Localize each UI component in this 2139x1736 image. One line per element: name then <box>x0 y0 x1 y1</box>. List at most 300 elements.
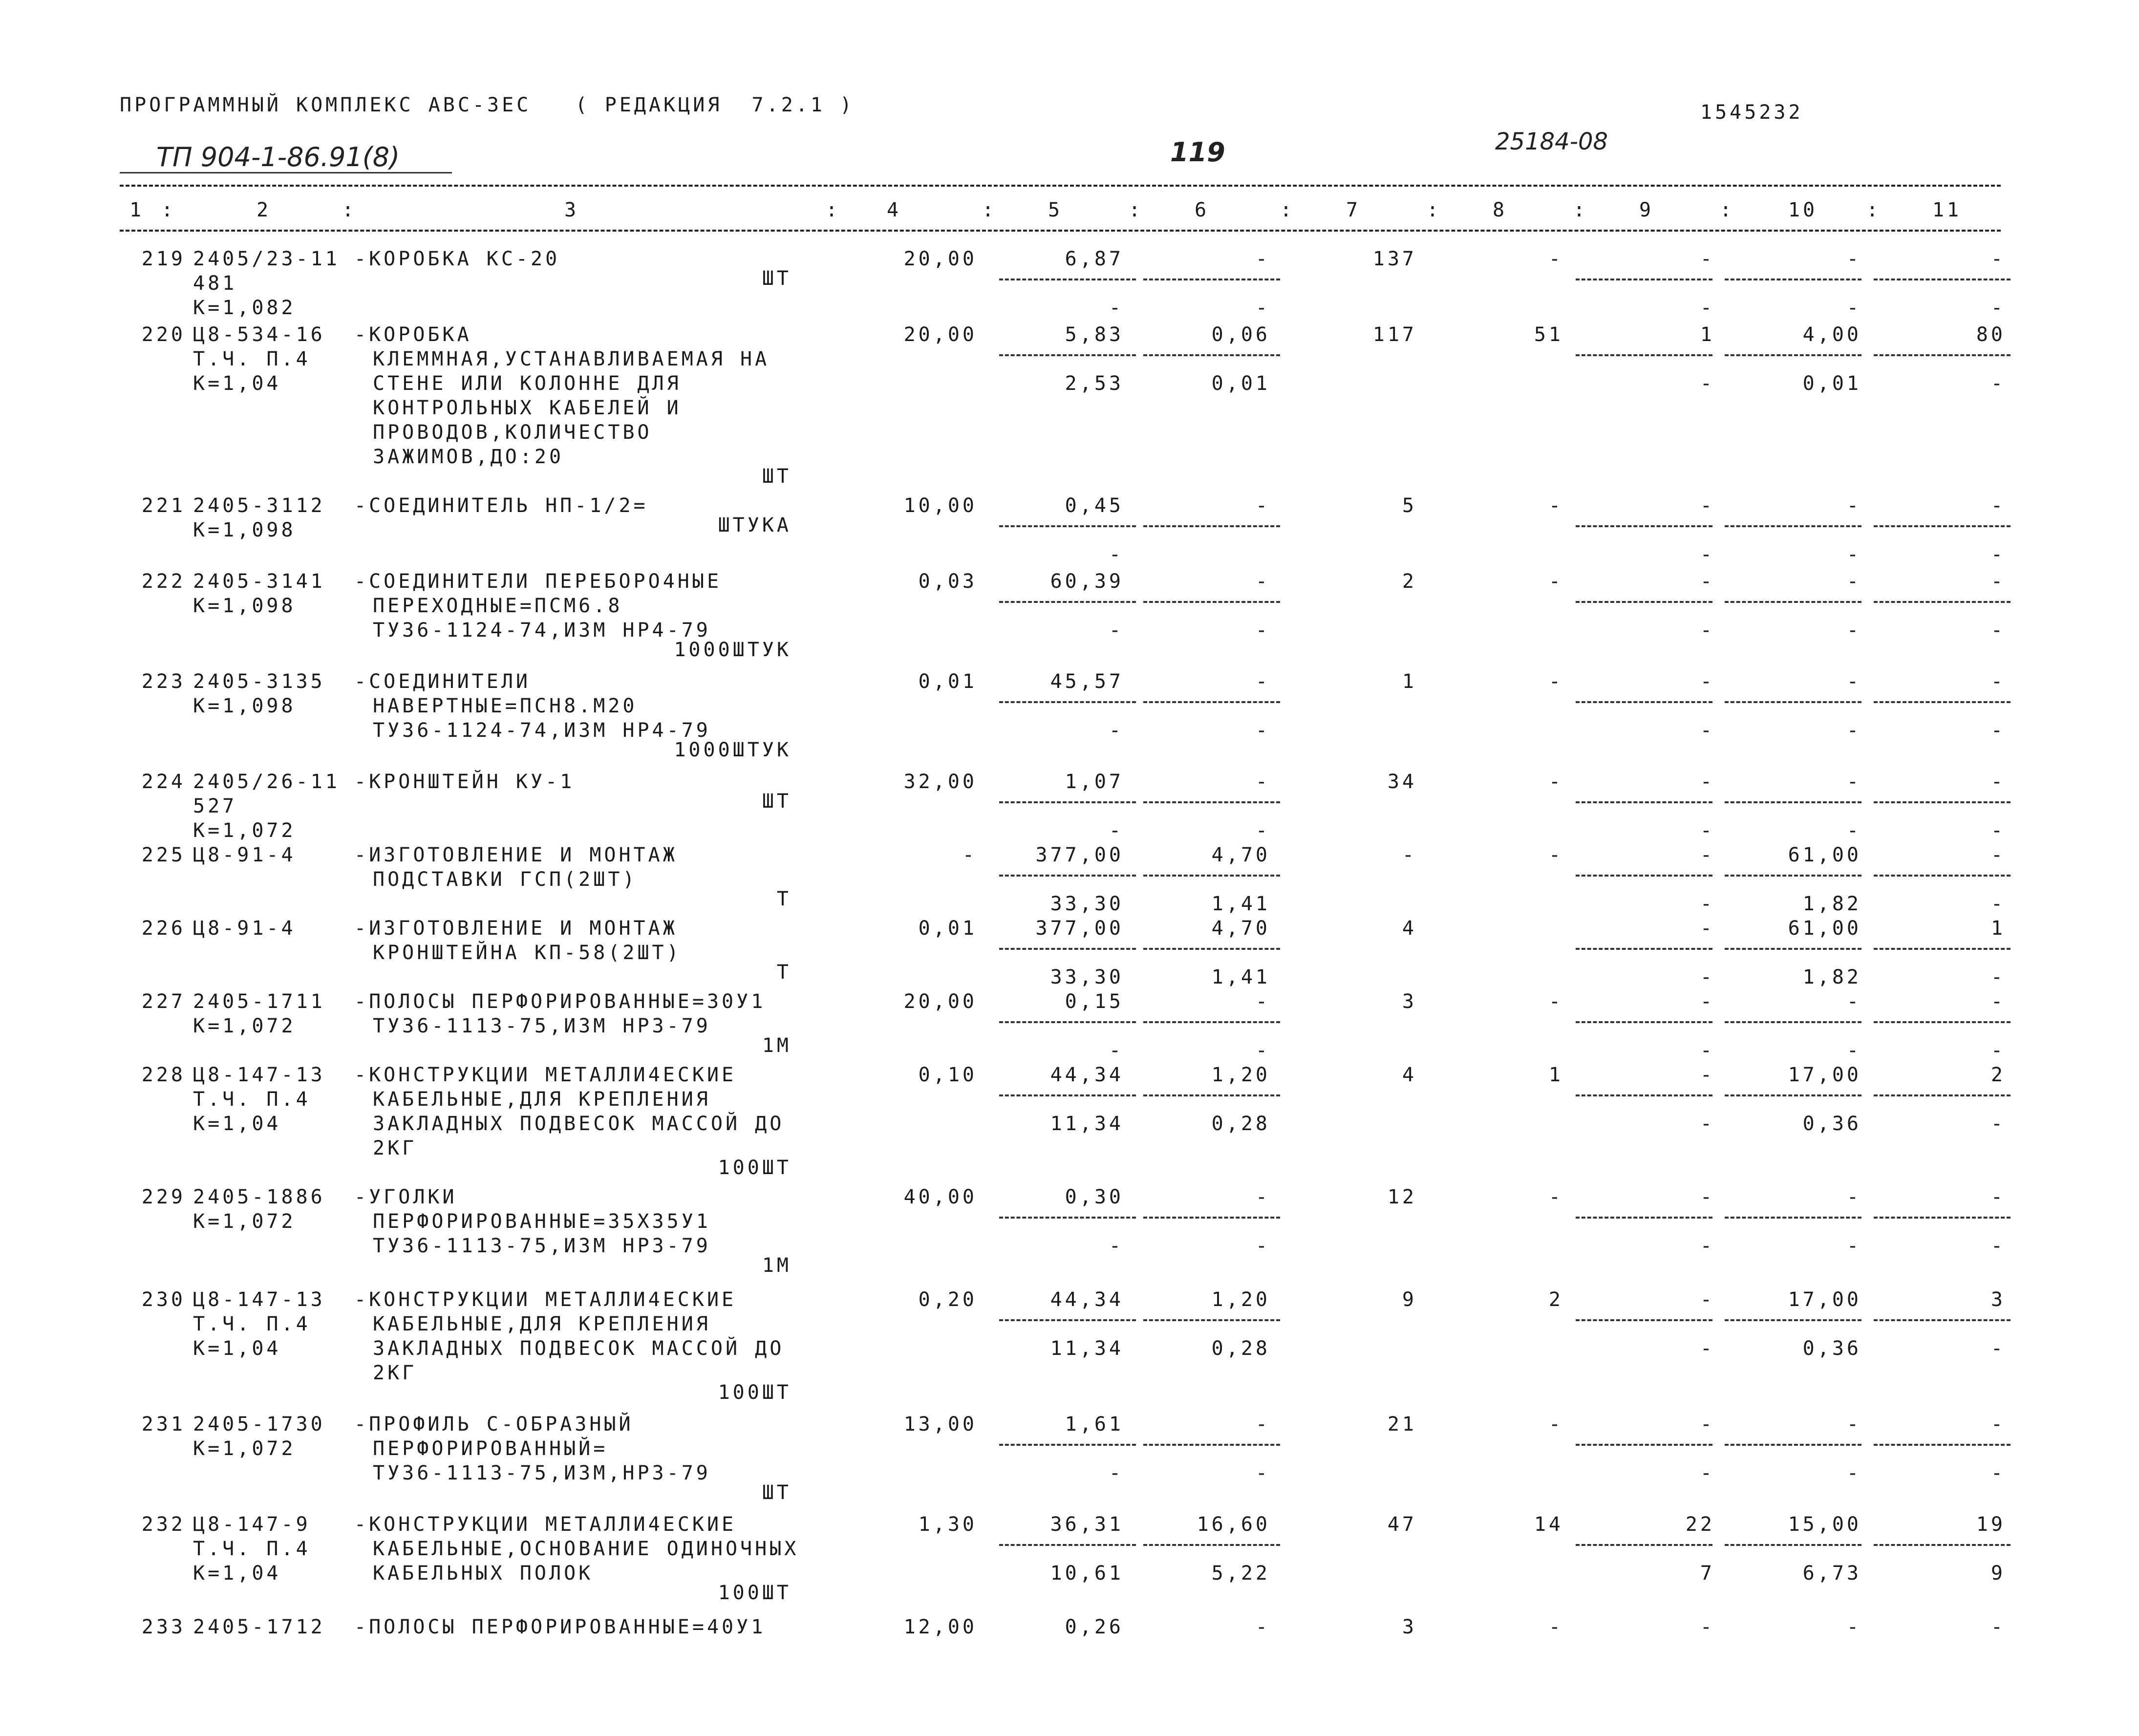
c11-top-cell: - <box>1990 570 2006 593</box>
c10-top-cell: 4,00 <box>1802 323 1861 346</box>
item-description: -СОЕДИНИТЕЛИ ПЕРЕБОРО4НЫЕ <box>354 570 722 593</box>
c11-top-cell: - <box>1990 670 2006 693</box>
column-header-1: 1 <box>129 199 145 221</box>
c9-top-cell: - <box>1700 670 1715 693</box>
row-number: 230 <box>141 1288 186 1311</box>
col8-cell: - <box>1548 248 1563 270</box>
c10-divider <box>1725 1444 1861 1446</box>
unit-of-measure: 1000ШТУК <box>674 739 791 761</box>
c11-bottom-cell: - <box>1990 297 2006 319</box>
col8-cell: - <box>1548 494 1563 517</box>
c10-top-cell: 15,00 <box>1788 1513 1861 1536</box>
c5-divider <box>999 1021 1136 1023</box>
c6-top-cell: - <box>1255 494 1270 517</box>
col8-cell: 14 <box>1534 1513 1563 1536</box>
document-code: 1545232 <box>1700 101 1803 124</box>
col7-cell: 9 <box>1402 1288 1417 1311</box>
unit-of-measure: 100ШТ <box>718 1381 791 1404</box>
unit-of-measure: ШТ <box>762 790 791 813</box>
c9-top-cell: - <box>1700 1064 1715 1086</box>
c5-bottom-cell: 2,53 <box>1065 372 1124 395</box>
c10-divider <box>1725 875 1861 877</box>
row-number: 222 <box>141 570 186 593</box>
column-separator: : <box>826 199 841 221</box>
c9-bottom-cell: - <box>1700 819 1715 842</box>
col8-cell: - <box>1548 570 1563 593</box>
col8-cell: - <box>1548 844 1563 866</box>
c11-top-cell: 3 <box>1990 1288 2006 1311</box>
c5-divider <box>999 525 1136 527</box>
quantity-cell: 1,30 <box>918 1513 977 1536</box>
resource-code: К=1,04 <box>193 1113 281 1135</box>
c9-divider <box>1576 279 1712 280</box>
resource-code: Т.Ч. П.4 <box>193 348 311 370</box>
item-description: СТЕНЕ ИЛИ КОЛОННЕ ДЛЯ <box>373 372 682 395</box>
c9-divider <box>1576 1544 1712 1546</box>
c5-top-cell: 377,00 <box>1035 844 1124 866</box>
item-description: КАБЕЛЬНЫЕ,ОСНОВАНИЕ ОДИНОЧНЫХ <box>373 1538 799 1560</box>
c10-top-cell: - <box>1846 990 1861 1013</box>
c11-divider <box>1874 354 2011 356</box>
c9-divider <box>1576 875 1712 877</box>
c10-bottom-cell: - <box>1846 819 1861 842</box>
quantity-cell: 13,00 <box>903 1413 977 1436</box>
item-description: ПОДСТАВКИ ГСП(2ШТ) <box>373 868 638 891</box>
c5-bottom-cell: 10,61 <box>1050 1562 1124 1585</box>
c10-divider <box>1725 801 1861 803</box>
c6-top-cell: - <box>1255 1616 1270 1638</box>
item-description: -ПОЛОСЫ ПЕРФОРИРОВАННЫЕ=40У1 <box>354 1616 766 1638</box>
resource-code: 2405/26-11 <box>193 771 340 793</box>
c11-bottom-cell: 9 <box>1990 1562 2006 1585</box>
col7-cell: 3 <box>1402 990 1417 1013</box>
c11-bottom-cell: - <box>1990 543 2006 566</box>
quantity-cell: 40,00 <box>903 1186 977 1208</box>
c6-top-cell: 16,60 <box>1197 1513 1270 1536</box>
column-separator: : <box>1720 199 1735 221</box>
item-description: ТУ36-1124-74,ИЗМ НР4-79 <box>373 719 711 742</box>
c6-bottom-cell: 5,22 <box>1211 1562 1270 1585</box>
c10-divider <box>1725 525 1861 527</box>
c5-bottom-cell: 33,30 <box>1050 893 1124 915</box>
c9-divider <box>1576 1094 1712 1096</box>
row-number: 219 <box>141 248 186 270</box>
resource-code: Ц8-534-16 <box>193 323 325 346</box>
c6-bottom-cell: 0,01 <box>1211 372 1270 395</box>
c11-top-cell: - <box>1990 1616 2006 1638</box>
c9-divider <box>1576 948 1712 950</box>
resource-code: Т.Ч. П.4 <box>193 1313 311 1335</box>
resource-code: К=1,072 <box>193 1437 296 1460</box>
c9-bottom-cell: - <box>1700 893 1715 915</box>
row-number: 226 <box>141 917 186 940</box>
c5-divider <box>999 601 1136 603</box>
c5-top-cell: 6,87 <box>1065 248 1124 270</box>
col8-cell: - <box>1548 771 1563 793</box>
c10-divider <box>1725 701 1861 703</box>
c6-top-cell: - <box>1255 248 1270 270</box>
c6-top-cell: - <box>1255 1413 1270 1436</box>
c6-top-cell: 1,20 <box>1211 1288 1270 1311</box>
c10-bottom-cell: - <box>1846 297 1861 319</box>
c6-divider <box>1143 525 1280 527</box>
c10-bottom-cell: 6,73 <box>1802 1562 1861 1585</box>
c9-top-cell: - <box>1700 570 1715 593</box>
c10-top-cell: 61,00 <box>1788 917 1861 940</box>
table-top-rule <box>120 185 2001 187</box>
unit-of-measure: ШТ <box>762 1481 791 1504</box>
c9-top-cell: 1 <box>1700 323 1715 346</box>
c10-divider <box>1725 1094 1861 1096</box>
c6-top-cell: 4,70 <box>1211 844 1270 866</box>
row-number: 220 <box>141 323 186 346</box>
item-description: ЗАКЛАДНЫХ ПОДВЕСОК МАССОЙ ДО <box>373 1113 785 1135</box>
c5-top-cell: 377,00 <box>1035 917 1124 940</box>
item-description: ТУ36-1113-75,ИЗМ НР3-79 <box>373 1015 711 1037</box>
c6-divider <box>1143 948 1280 950</box>
item-description: КОНТРОЛЬНЫХ КАБЕЛЕЙ И <box>373 397 682 419</box>
c6-divider <box>1143 1544 1280 1546</box>
c9-top-cell: - <box>1700 844 1715 866</box>
c6-top-cell: - <box>1255 771 1270 793</box>
resource-code: Ц8-147-13 <box>193 1064 325 1086</box>
c11-bottom-cell: - <box>1990 1462 2006 1484</box>
c6-top-cell: - <box>1255 990 1270 1013</box>
column-header-11: 11 <box>1932 199 1962 221</box>
quantity-cell: 20,00 <box>903 990 977 1013</box>
c10-bottom-cell: 0,36 <box>1802 1337 1861 1360</box>
c6-divider <box>1143 701 1280 703</box>
col7-cell: 3 <box>1402 1616 1417 1638</box>
c6-bottom-cell: - <box>1255 1462 1270 1484</box>
quantity-cell: 10,00 <box>903 494 977 517</box>
c9-bottom-cell: - <box>1700 1462 1715 1484</box>
unit-of-measure: 100ШТ <box>718 1157 791 1179</box>
column-header-9: 9 <box>1639 199 1654 221</box>
c6-divider <box>1143 354 1280 356</box>
item-description: -КОНСТРУКЦИИ МЕТАЛЛИ4ЕСКИЕ <box>354 1513 737 1536</box>
column-separator: : <box>982 199 997 221</box>
item-description: -УГОЛКИ <box>354 1186 457 1208</box>
c11-divider <box>1874 1094 2011 1096</box>
resource-code: 481 <box>193 272 237 295</box>
item-description: -ИЗГОТОВЛЕНИЕ И МОНТАЖ <box>354 917 678 940</box>
item-description: КЛЕММНАЯ,УСТАНАВЛИВАЕМАЯ НА <box>373 348 770 370</box>
c6-bottom-cell: 0,28 <box>1211 1337 1270 1360</box>
col7-cell: 137 <box>1372 248 1417 270</box>
c9-bottom-cell: 7 <box>1700 1562 1715 1585</box>
c10-bottom-cell: 1,82 <box>1802 966 1861 988</box>
c5-bottom-cell: - <box>1109 619 1124 642</box>
c11-divider <box>1874 279 2011 280</box>
c9-top-cell: - <box>1700 917 1715 940</box>
c9-bottom-cell: - <box>1700 543 1715 566</box>
col7-cell: 47 <box>1387 1513 1417 1536</box>
resource-code: К=1,04 <box>193 1562 281 1585</box>
column-header-10: 10 <box>1788 199 1818 221</box>
col7-cell: 4 <box>1402 917 1417 940</box>
c6-top-cell: - <box>1255 1186 1270 1208</box>
quantity-cell: 0,10 <box>918 1064 977 1086</box>
c5-bottom-cell: - <box>1109 543 1124 566</box>
c6-bottom-cell: - <box>1255 1235 1270 1257</box>
c10-bottom-cell: 0,01 <box>1802 372 1861 395</box>
unit-of-measure: ШТУКА <box>718 514 791 536</box>
c6-divider <box>1143 1094 1280 1096</box>
c10-bottom-cell: - <box>1846 543 1861 566</box>
item-description: ТУ36-1113-75,ИЗМ НР3-79 <box>373 1235 711 1257</box>
c11-bottom-cell: - <box>1990 1039 2006 1062</box>
unit-of-measure: Т <box>776 961 791 984</box>
c11-bottom-cell: - <box>1990 1235 2006 1257</box>
c5-top-cell: 0,15 <box>1065 990 1124 1013</box>
item-description: ПЕРФОРИРОВАННЫЕ=35Х35У1 <box>373 1210 711 1233</box>
item-description: НАВЕРТНЫЕ=ПСН8.М20 <box>373 695 638 717</box>
col8-cell: - <box>1548 1186 1563 1208</box>
c5-divider <box>999 1094 1136 1096</box>
c11-divider <box>1874 601 2011 603</box>
tp-underline <box>120 172 452 173</box>
c5-top-cell: 1,07 <box>1065 771 1124 793</box>
col7-cell: 5 <box>1402 494 1417 517</box>
quantity-cell: - <box>962 844 977 866</box>
resource-code: 527 <box>193 795 237 817</box>
col8-cell: - <box>1548 1413 1563 1436</box>
c5-bottom-cell: 33,30 <box>1050 966 1124 988</box>
c5-divider <box>999 1217 1136 1219</box>
col8-cell: - <box>1548 670 1563 693</box>
c5-top-cell: 44,34 <box>1050 1064 1124 1086</box>
c5-bottom-cell: 11,34 <box>1050 1337 1124 1360</box>
c5-bottom-cell: - <box>1109 819 1124 842</box>
c9-bottom-cell: - <box>1700 372 1715 395</box>
c5-bottom-cell: 11,34 <box>1050 1113 1124 1135</box>
c11-divider <box>1874 525 2011 527</box>
c5-top-cell: 0,26 <box>1065 1616 1124 1638</box>
quantity-cell: 32,00 <box>903 771 977 793</box>
column-separator: : <box>1427 199 1442 221</box>
c6-divider <box>1143 601 1280 603</box>
col7-cell: 21 <box>1387 1413 1417 1436</box>
c6-top-cell: 4,70 <box>1211 917 1270 940</box>
c9-divider <box>1576 354 1712 356</box>
item-description: КАБЕЛЬНЫХ ПОЛОК <box>373 1562 594 1585</box>
column-header-5: 5 <box>1048 199 1063 221</box>
c6-bottom-cell: - <box>1255 719 1270 742</box>
resource-code: Ц8-91-4 <box>193 917 296 940</box>
c9-top-cell: - <box>1700 494 1715 517</box>
item-description: КАБЕЛЬНЫЕ,ДЛЯ КРЕПЛЕНИЯ <box>373 1088 711 1111</box>
c10-bottom-cell: - <box>1846 719 1861 742</box>
resource-code: Т.Ч. П.4 <box>193 1538 311 1560</box>
c9-bottom-cell: - <box>1700 1235 1715 1257</box>
col8-cell: - <box>1548 990 1563 1013</box>
col7-cell: 2 <box>1402 570 1417 593</box>
unit-of-measure: 1000ШТУК <box>674 639 791 661</box>
resource-code: Ц8-91-4 <box>193 844 296 866</box>
header-bottom-rule <box>120 230 2001 232</box>
c6-divider <box>1143 1319 1280 1321</box>
row-number: 228 <box>141 1064 186 1086</box>
handwritten-reference: 25184-08 <box>1495 128 1608 155</box>
resource-code: К=1,098 <box>193 595 296 617</box>
quantity-cell: 12,00 <box>903 1616 977 1638</box>
c11-divider <box>1874 801 2011 803</box>
c9-divider <box>1576 525 1712 527</box>
row-number: 225 <box>141 844 186 866</box>
resource-code: Т.Ч. П.4 <box>193 1088 311 1111</box>
resource-code: К=1,082 <box>193 297 296 319</box>
item-description: ТУ36-1124-74,ИЗМ НР4-79 <box>373 619 711 642</box>
row-number: 232 <box>141 1513 186 1536</box>
column-separator: : <box>1866 199 1882 221</box>
column-header-3: 3 <box>564 199 579 221</box>
c5-divider <box>999 1319 1136 1321</box>
c5-bottom-cell: - <box>1109 1462 1124 1484</box>
c11-top-cell: - <box>1990 1413 2006 1436</box>
c11-divider <box>1874 1444 2011 1446</box>
c5-divider <box>999 1444 1136 1446</box>
c5-top-cell: 5,83 <box>1065 323 1124 346</box>
c5-bottom-cell: - <box>1109 1039 1124 1062</box>
c6-divider <box>1143 875 1280 877</box>
col7-cell: 117 <box>1372 323 1417 346</box>
item-description: -СОЕДИНИТЕЛИ <box>354 670 531 693</box>
resource-code: 2405-1711 <box>193 990 325 1013</box>
item-description: 2КГ <box>373 1362 417 1384</box>
item-description: ПРОВОДОВ,КОЛИЧЕСТВО <box>373 421 652 444</box>
quantity-cell: 0,01 <box>918 670 977 693</box>
c11-divider <box>1874 875 2011 877</box>
row-number: 233 <box>141 1616 186 1638</box>
c10-bottom-cell: - <box>1846 619 1861 642</box>
c6-top-cell: 0,06 <box>1211 323 1270 346</box>
c9-top-cell: - <box>1700 771 1715 793</box>
c10-divider <box>1725 354 1861 356</box>
c11-bottom-cell: - <box>1990 1113 2006 1135</box>
c5-divider <box>999 1544 1136 1546</box>
column-separator: : <box>1280 199 1295 221</box>
c10-divider <box>1725 1544 1861 1546</box>
c11-top-cell: - <box>1990 990 2006 1013</box>
c9-divider <box>1576 601 1712 603</box>
c11-top-cell: 19 <box>1976 1513 2006 1536</box>
resource-code: К=1,098 <box>193 519 296 541</box>
c11-divider <box>1874 1544 2011 1546</box>
c11-top-cell: - <box>1990 771 2006 793</box>
c11-bottom-cell: - <box>1990 966 2006 988</box>
unit-of-measure: ШТ <box>762 465 791 488</box>
resource-code: К=1,072 <box>193 819 296 842</box>
c9-bottom-cell: - <box>1700 1337 1715 1360</box>
c10-divider <box>1725 1021 1861 1023</box>
column-header-7: 7 <box>1346 199 1361 221</box>
row-number: 231 <box>141 1413 186 1436</box>
c6-bottom-cell: - <box>1255 619 1270 642</box>
c11-top-cell: - <box>1990 494 2006 517</box>
c11-bottom-cell: - <box>1990 619 2006 642</box>
unit-of-measure: Т <box>776 888 791 910</box>
c5-divider <box>999 701 1136 703</box>
c11-bottom-cell: - <box>1990 1337 2006 1360</box>
c9-bottom-cell: - <box>1700 619 1715 642</box>
col8-cell: 1 <box>1548 1064 1563 1086</box>
c5-divider <box>999 354 1136 356</box>
c10-divider <box>1725 601 1861 603</box>
c11-bottom-cell: - <box>1990 893 2006 915</box>
col7-cell: - <box>1402 844 1417 866</box>
c6-bottom-cell: - <box>1255 297 1270 319</box>
c11-bottom-cell: - <box>1990 719 2006 742</box>
c10-bottom-cell: - <box>1846 1235 1861 1257</box>
item-description: -КОРОБКА КС-20 <box>354 248 560 270</box>
c9-top-cell: - <box>1700 1413 1715 1436</box>
item-description: ПЕРФОРИРОВАННЫЙ= <box>373 1437 608 1460</box>
c11-top-cell: 1 <box>1990 917 2006 940</box>
c11-bottom-cell: - <box>1990 819 2006 842</box>
resource-code: Ц8-147-9 <box>193 1513 311 1536</box>
c9-divider <box>1576 801 1712 803</box>
c9-top-cell: - <box>1700 1186 1715 1208</box>
c11-divider <box>1874 1319 2011 1321</box>
c5-divider <box>999 801 1136 803</box>
quantity-cell: 20,00 <box>903 248 977 270</box>
resource-code: К=1,04 <box>193 1337 281 1360</box>
quantity-cell: 0,03 <box>918 570 977 593</box>
c10-top-cell: 17,00 <box>1788 1288 1861 1311</box>
c6-top-cell: - <box>1255 670 1270 693</box>
c6-top-cell: - <box>1255 570 1270 593</box>
c5-bottom-cell: - <box>1109 719 1124 742</box>
c9-bottom-cell: - <box>1700 297 1715 319</box>
c6-divider <box>1143 279 1280 280</box>
row-number: 224 <box>141 771 186 793</box>
c9-bottom-cell: - <box>1700 1039 1715 1062</box>
c6-bottom-cell: 1,41 <box>1211 893 1270 915</box>
c10-top-cell: - <box>1846 1186 1861 1208</box>
c9-top-cell: - <box>1700 990 1715 1013</box>
item-description: -КОРОБКА <box>354 323 472 346</box>
item-description: 2КГ <box>373 1137 417 1159</box>
c5-bottom-cell: - <box>1109 1235 1124 1257</box>
col8-cell: - <box>1548 1616 1563 1638</box>
c11-divider <box>1874 1217 2011 1219</box>
c9-divider <box>1576 1217 1712 1219</box>
c5-top-cell: 44,34 <box>1050 1288 1124 1311</box>
c9-top-cell: - <box>1700 248 1715 270</box>
c9-bottom-cell: - <box>1700 966 1715 988</box>
c11-top-cell: 80 <box>1976 323 2006 346</box>
c9-divider <box>1576 1021 1712 1023</box>
c9-bottom-cell: - <box>1700 1113 1715 1135</box>
c10-top-cell: - <box>1846 1616 1861 1638</box>
item-description: -КОНСТРУКЦИИ МЕТАЛЛИ4ЕСКИЕ <box>354 1288 737 1311</box>
c5-top-cell: 0,30 <box>1065 1186 1124 1208</box>
c9-top-cell: 22 <box>1685 1513 1715 1536</box>
c6-divider <box>1143 1217 1280 1219</box>
c9-divider <box>1576 701 1712 703</box>
c10-top-cell: 17,00 <box>1788 1064 1861 1086</box>
resource-code: К=1,098 <box>193 695 296 717</box>
c10-top-cell: - <box>1846 570 1861 593</box>
item-description: ПЕРЕХОДНЫЕ=ПСМ6.8 <box>373 595 623 617</box>
program-header: ПРОГРАММНЫЙ КОМПЛЕКС АВС-3ЕС ( РЕДАКЦИЯ 7.2.1 ) <box>120 94 855 116</box>
item-description: КРОНШТЕЙНА КП-58(2ШТ) <box>373 942 682 964</box>
column-separator: : <box>1573 199 1588 221</box>
handwritten-tp-number: ТП 904-1-86.91(8) <box>156 142 400 172</box>
column-separator: : <box>161 199 176 221</box>
c9-divider <box>1576 1444 1712 1446</box>
